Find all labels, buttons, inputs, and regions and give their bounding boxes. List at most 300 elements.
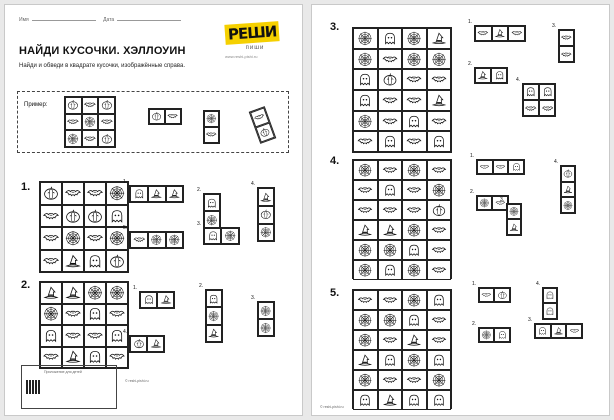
grid-cell[interactable] — [378, 390, 403, 410]
piece-cell[interactable] — [539, 84, 555, 100]
grid-cell[interactable] — [427, 330, 452, 350]
worksheet-page-2 — [311, 4, 610, 416]
grid-cell[interactable] — [427, 69, 452, 90]
grid-cell[interactable] — [40, 304, 62, 326]
grid-cell[interactable] — [40, 182, 62, 205]
piece-1 — [478, 287, 511, 303]
web-icon — [354, 112, 377, 131]
hat-icon — [476, 69, 490, 82]
ghost-icon — [379, 261, 402, 279]
bat-icon — [379, 161, 402, 179]
bat-icon — [403, 70, 426, 89]
grid-cell[interactable] — [62, 304, 84, 326]
grid-cell[interactable] — [402, 160, 427, 180]
task-number: 2. — [21, 279, 31, 291]
piece-cell[interactable] — [477, 196, 492, 210]
bat-icon — [494, 161, 508, 173]
grid-cell[interactable] — [378, 160, 403, 180]
piece-cell[interactable] — [204, 228, 221, 244]
piece-cell[interactable] — [166, 186, 184, 202]
grid-cell[interactable] — [353, 180, 378, 200]
piece-3 — [558, 29, 575, 63]
grid-cell[interactable] — [84, 227, 106, 250]
piece-cell[interactable] — [148, 232, 166, 248]
piece-cell[interactable] — [551, 324, 567, 338]
ghost-icon — [41, 326, 61, 346]
grid-cell[interactable] — [427, 240, 452, 260]
web-icon — [107, 228, 127, 249]
piece-cell[interactable] — [523, 100, 539, 116]
grid-cell[interactable] — [84, 282, 106, 304]
grid-cell[interactable] — [427, 290, 452, 310]
piece-label: 1. — [468, 19, 473, 25]
bat-icon — [379, 201, 402, 219]
copyright-text-2: © reshi-pishi.ru — [320, 405, 344, 409]
grid-cell[interactable] — [427, 350, 452, 370]
piece-cell[interactable] — [148, 186, 166, 202]
web-icon — [66, 131, 81, 146]
piece-cell[interactable] — [492, 26, 509, 41]
web-icon — [403, 291, 426, 309]
example-piece-cell[interactable] — [204, 111, 219, 127]
web-icon — [41, 305, 61, 325]
grid-cell[interactable] — [402, 390, 427, 410]
piece-cell[interactable] — [157, 292, 174, 308]
piece-cell[interactable] — [559, 46, 574, 62]
bat-icon — [354, 132, 377, 151]
pumpkin-icon — [259, 207, 273, 223]
ghost-icon — [379, 29, 402, 48]
example-grid-cell[interactable] — [65, 97, 82, 114]
bat-icon — [428, 331, 451, 349]
example-grid-cell[interactable] — [98, 130, 115, 147]
grid-cell[interactable] — [353, 240, 378, 260]
worksheet-page-1 — [4, 4, 303, 416]
example-grid-cell[interactable] — [82, 97, 99, 114]
piece-cell[interactable] — [493, 160, 509, 174]
piece-cell[interactable] — [491, 68, 507, 83]
grid-cell[interactable] — [378, 131, 403, 152]
bat-icon — [428, 261, 451, 279]
piece-4 — [542, 287, 558, 320]
bat-icon — [428, 112, 451, 131]
grid-cell[interactable] — [353, 90, 378, 111]
piece-cell[interactable] — [566, 324, 582, 338]
piece-label: 4. — [516, 77, 521, 83]
bat-icon — [354, 201, 377, 219]
grid-cell[interactable] — [402, 310, 427, 330]
bat-icon — [560, 31, 573, 45]
pumpkin-icon — [131, 337, 146, 351]
hat-icon — [508, 220, 520, 233]
piece-3 — [257, 301, 275, 337]
piece-label: 3. — [251, 295, 256, 301]
bat-icon — [524, 101, 538, 115]
piece-cell[interactable] — [508, 26, 525, 41]
piece-cell[interactable] — [494, 288, 509, 302]
ghost-icon — [85, 251, 105, 272]
ghost-icon — [141, 293, 156, 307]
example-grid-cell[interactable] — [82, 114, 99, 131]
example-piece-cell[interactable] — [149, 109, 165, 124]
piece-3 — [534, 323, 583, 339]
example-piece-2 — [203, 110, 220, 144]
piece-cell[interactable] — [204, 194, 220, 211]
piece-2 — [203, 193, 221, 230]
grid-cell[interactable] — [353, 260, 378, 280]
piece-label: 2. — [472, 321, 477, 327]
piece-cell[interactable] — [140, 292, 157, 308]
grid-cell[interactable] — [40, 205, 62, 228]
grid-cell[interactable] — [402, 220, 427, 240]
hat-icon — [354, 351, 377, 369]
grid-cell[interactable] — [402, 180, 427, 200]
pumpkin-icon — [428, 201, 451, 219]
grid-cell[interactable] — [84, 182, 106, 205]
grid-cell[interactable] — [402, 290, 427, 310]
bat-icon — [83, 98, 98, 113]
grid-cell[interactable] — [427, 260, 452, 280]
ghost-icon — [492, 69, 506, 82]
web-icon — [354, 29, 377, 48]
bat-icon — [107, 305, 127, 325]
bat-icon — [166, 110, 180, 123]
piece-label: 1. — [123, 179, 128, 185]
hat-icon — [63, 251, 83, 272]
piece-1 — [139, 291, 175, 309]
piece-2 — [474, 67, 508, 84]
grid-cell[interactable] — [402, 370, 427, 390]
grid-cell[interactable] — [378, 49, 403, 70]
grid-cell[interactable] — [106, 304, 128, 326]
piece-label: 4. — [536, 281, 541, 287]
web-icon — [259, 225, 273, 241]
piece-label: 2. — [197, 187, 202, 193]
piece-cell[interactable] — [543, 303, 557, 318]
grid-cell[interactable] — [106, 282, 128, 304]
piece-cell[interactable] — [543, 288, 557, 303]
ghost-icon — [540, 85, 554, 99]
bat-icon — [403, 371, 426, 389]
piece-label: 3. — [500, 197, 505, 203]
piece-cell[interactable] — [477, 160, 493, 174]
bat-icon — [560, 47, 573, 61]
piece-label: 3. — [197, 221, 202, 227]
web-icon — [205, 212, 219, 227]
web-icon — [354, 261, 377, 279]
grid-cell[interactable] — [84, 205, 106, 228]
piece-label: 3. — [528, 317, 533, 323]
grid-cell[interactable] — [353, 160, 378, 180]
piece-label: 4. — [123, 329, 128, 335]
grid-cell[interactable] — [427, 390, 452, 410]
pumpkin-icon — [63, 206, 83, 227]
grid-cell[interactable] — [402, 131, 427, 152]
pumpkin-icon — [379, 70, 402, 89]
piece-cell[interactable] — [475, 26, 492, 41]
piece-1 — [129, 185, 184, 203]
piece-cell[interactable] — [258, 206, 274, 224]
piece-4 — [129, 335, 165, 353]
bat-icon — [85, 326, 105, 346]
grid-cell[interactable] — [353, 370, 378, 390]
piece-cell[interactable] — [523, 84, 539, 100]
grid-cell[interactable] — [353, 69, 378, 90]
grid-cell[interactable] — [353, 290, 378, 310]
bat-icon — [428, 311, 451, 329]
bat-icon — [85, 183, 105, 204]
ghost-icon — [403, 311, 426, 329]
grid-cell[interactable] — [62, 205, 84, 228]
piece-4 — [522, 83, 556, 117]
hat-icon — [428, 91, 451, 110]
piece-label: 1. — [133, 285, 138, 291]
grid-cell[interactable] — [353, 49, 378, 70]
grid-cell[interactable] — [378, 220, 403, 240]
grid-cell[interactable] — [378, 330, 403, 350]
ghost-icon — [379, 181, 402, 199]
instruction-text: Найди и обведи в квадрате кусочки, изображённые справа. — [19, 63, 185, 69]
piece-cell[interactable] — [147, 336, 164, 352]
ghost-icon — [85, 305, 105, 325]
piece-cell[interactable] — [258, 224, 274, 242]
grid-cell[interactable] — [62, 250, 84, 273]
grid-cell[interactable] — [402, 240, 427, 260]
hat-icon — [149, 187, 165, 201]
grid-cell[interactable] — [378, 370, 403, 390]
grid-cell[interactable] — [402, 350, 427, 370]
grid-cell[interactable] — [378, 111, 403, 132]
piece-label: 2. — [468, 61, 473, 67]
piece-cell[interactable] — [206, 325, 222, 342]
example-grid-cell[interactable] — [65, 130, 82, 147]
piece-cell[interactable] — [479, 328, 494, 342]
piece-cell[interactable] — [559, 30, 574, 46]
grid-cell[interactable] — [353, 220, 378, 240]
piece-cell[interactable] — [258, 302, 274, 319]
example-piece-cell[interactable] — [204, 127, 219, 143]
example-grid-cell[interactable] — [65, 114, 82, 131]
pumpkin-icon — [66, 98, 81, 113]
web-icon — [85, 283, 105, 303]
grid-cell[interactable] — [378, 310, 403, 330]
bat-icon — [379, 371, 402, 389]
hat-icon — [379, 221, 402, 239]
grid-cell[interactable] — [378, 240, 403, 260]
grid-cell[interactable] — [402, 200, 427, 220]
web-icon — [149, 233, 165, 247]
piece-cell[interactable] — [258, 319, 274, 336]
piece-1 — [474, 25, 526, 42]
grid-cell[interactable] — [378, 290, 403, 310]
piece-cell[interactable] — [166, 232, 184, 248]
piece-cell[interactable] — [535, 324, 551, 338]
grid-cell[interactable] — [427, 200, 452, 220]
grid-cell[interactable] — [427, 90, 452, 111]
web-icon — [379, 311, 402, 329]
grid-cell[interactable] — [427, 49, 452, 70]
piece-cell[interactable] — [130, 232, 148, 248]
grid-cell[interactable] — [378, 28, 403, 49]
grid-cell[interactable] — [106, 250, 128, 273]
logo-url: www.reshi-pishi.ru — [225, 54, 258, 59]
bat-icon — [131, 233, 147, 247]
ghost-icon — [428, 291, 451, 309]
piece-cell[interactable] — [507, 204, 521, 219]
example-grid-cell[interactable] — [98, 97, 115, 114]
grid-cell[interactable] — [427, 370, 452, 390]
hat-icon — [259, 189, 273, 205]
piece-2 — [478, 327, 511, 343]
grid-cell[interactable] — [40, 282, 62, 304]
example-grid-cell[interactable] — [82, 130, 99, 147]
piece-cell[interactable] — [561, 197, 575, 213]
piece-cell[interactable] — [130, 336, 147, 352]
grid-cell[interactable] — [106, 205, 128, 228]
date-line[interactable] — [117, 20, 181, 21]
grid-cell[interactable] — [106, 182, 128, 205]
ghost-icon — [428, 391, 451, 409]
piece-cell[interactable] — [561, 182, 575, 198]
pumpkin-icon — [562, 167, 574, 181]
grid-cell[interactable] — [402, 330, 427, 350]
name-line[interactable] — [32, 20, 96, 21]
grid-cell[interactable] — [353, 131, 378, 152]
grid-cell[interactable] — [84, 325, 106, 347]
example-piece-cell[interactable] — [255, 122, 275, 142]
grid-cell[interactable] — [427, 160, 452, 180]
pumpkin-icon — [99, 131, 114, 146]
web-icon — [354, 161, 377, 179]
grid-cell[interactable] — [84, 304, 106, 326]
piece-cell[interactable] — [206, 290, 222, 307]
ghost-icon — [544, 304, 556, 317]
piece-cell[interactable] — [479, 288, 494, 302]
web-icon — [478, 197, 491, 209]
piece-label: 1. — [470, 153, 475, 159]
puzzle-grid — [352, 27, 452, 153]
grid-cell[interactable] — [427, 111, 452, 132]
grid-cell[interactable] — [402, 260, 427, 280]
example-grid-cell[interactable] — [98, 114, 115, 131]
ghost-icon — [107, 206, 127, 227]
grid-cell[interactable] — [40, 250, 62, 273]
bat-icon — [567, 325, 581, 337]
grid-cell[interactable] — [353, 111, 378, 132]
grid-cell[interactable] — [353, 350, 378, 370]
web-icon — [562, 198, 574, 212]
piece-cell[interactable] — [206, 307, 222, 324]
grid-cell[interactable] — [378, 200, 403, 220]
grid-cell[interactable] — [427, 220, 452, 240]
grid-cell[interactable] — [427, 131, 452, 152]
bat-icon — [379, 50, 402, 69]
grid-cell[interactable] — [402, 28, 427, 49]
copyright-text: © reshi-pishi.ru — [125, 379, 149, 383]
name-date-line — [19, 17, 187, 23]
hat-icon — [552, 325, 566, 337]
piece-cell[interactable] — [539, 100, 555, 116]
ghost-icon — [495, 329, 508, 341]
piece-cell[interactable] — [221, 228, 238, 244]
grid-cell[interactable] — [353, 28, 378, 49]
hat-icon — [148, 337, 163, 351]
grid-cell[interactable] — [353, 200, 378, 220]
web-icon — [403, 261, 426, 279]
piece-cell[interactable] — [258, 188, 274, 206]
grid-cell[interactable] — [402, 111, 427, 132]
grid-cell[interactable] — [62, 227, 84, 250]
pumpkin-icon — [495, 289, 508, 301]
grid-cell[interactable] — [378, 350, 403, 370]
grid-cell[interactable] — [378, 260, 403, 280]
grid-cell[interactable] — [353, 390, 378, 410]
piece-label: 4. — [251, 181, 256, 187]
grid-cell[interactable] — [353, 310, 378, 330]
task-number: 1. — [21, 181, 31, 193]
grid-cell[interactable] — [378, 180, 403, 200]
grid-cell[interactable] — [402, 69, 427, 90]
bat-icon — [99, 115, 114, 130]
web-icon — [259, 303, 273, 318]
grid-cell[interactable] — [378, 69, 403, 90]
ghost-icon — [379, 132, 402, 151]
grid-cell[interactable] — [62, 325, 84, 347]
grid-cell[interactable] — [62, 182, 84, 205]
bat-icon — [41, 206, 61, 227]
web-icon — [403, 50, 426, 69]
grid-cell[interactable] — [40, 325, 62, 347]
grid-cell[interactable] — [402, 49, 427, 70]
example-piece-1 — [148, 108, 182, 125]
grid-cell[interactable] — [427, 310, 452, 330]
bat-icon — [509, 27, 524, 40]
ghost-icon — [205, 229, 220, 243]
web-icon — [379, 241, 402, 259]
bat-icon — [354, 291, 377, 309]
ghost-icon — [403, 391, 426, 409]
grid-cell[interactable] — [40, 227, 62, 250]
bat-icon — [478, 161, 492, 173]
grid-cell[interactable] — [353, 330, 378, 350]
web-icon — [354, 50, 377, 69]
ghost-icon — [354, 91, 377, 110]
page-title: НАЙДИ КУСОЧКИ. ХЭЛЛОУИН — [19, 45, 186, 57]
grid-cell[interactable] — [62, 282, 84, 304]
logo-sub: пиши — [245, 45, 265, 51]
piece-cell[interactable] — [561, 166, 575, 182]
grid-cell[interactable] — [378, 90, 403, 111]
grid-cell[interactable] — [84, 250, 106, 273]
piece-4 — [560, 165, 576, 214]
piece-cell[interactable] — [508, 160, 524, 174]
web-icon — [207, 308, 221, 323]
hat-icon — [493, 27, 508, 40]
piece-cell[interactable] — [475, 68, 491, 83]
piece-cell[interactable] — [130, 186, 148, 202]
piece-cell[interactable] — [494, 328, 509, 342]
grid-cell[interactable] — [427, 28, 452, 49]
piece-cell[interactable] — [507, 219, 521, 234]
ghost-icon — [354, 391, 377, 409]
piece-1 — [476, 159, 525, 175]
hat-icon — [379, 391, 402, 409]
hat-icon — [207, 326, 221, 341]
grid-cell[interactable] — [402, 90, 427, 111]
grid-cell[interactable] — [427, 180, 452, 200]
web-icon — [167, 233, 183, 247]
example-piece-cell[interactable] — [165, 109, 181, 124]
